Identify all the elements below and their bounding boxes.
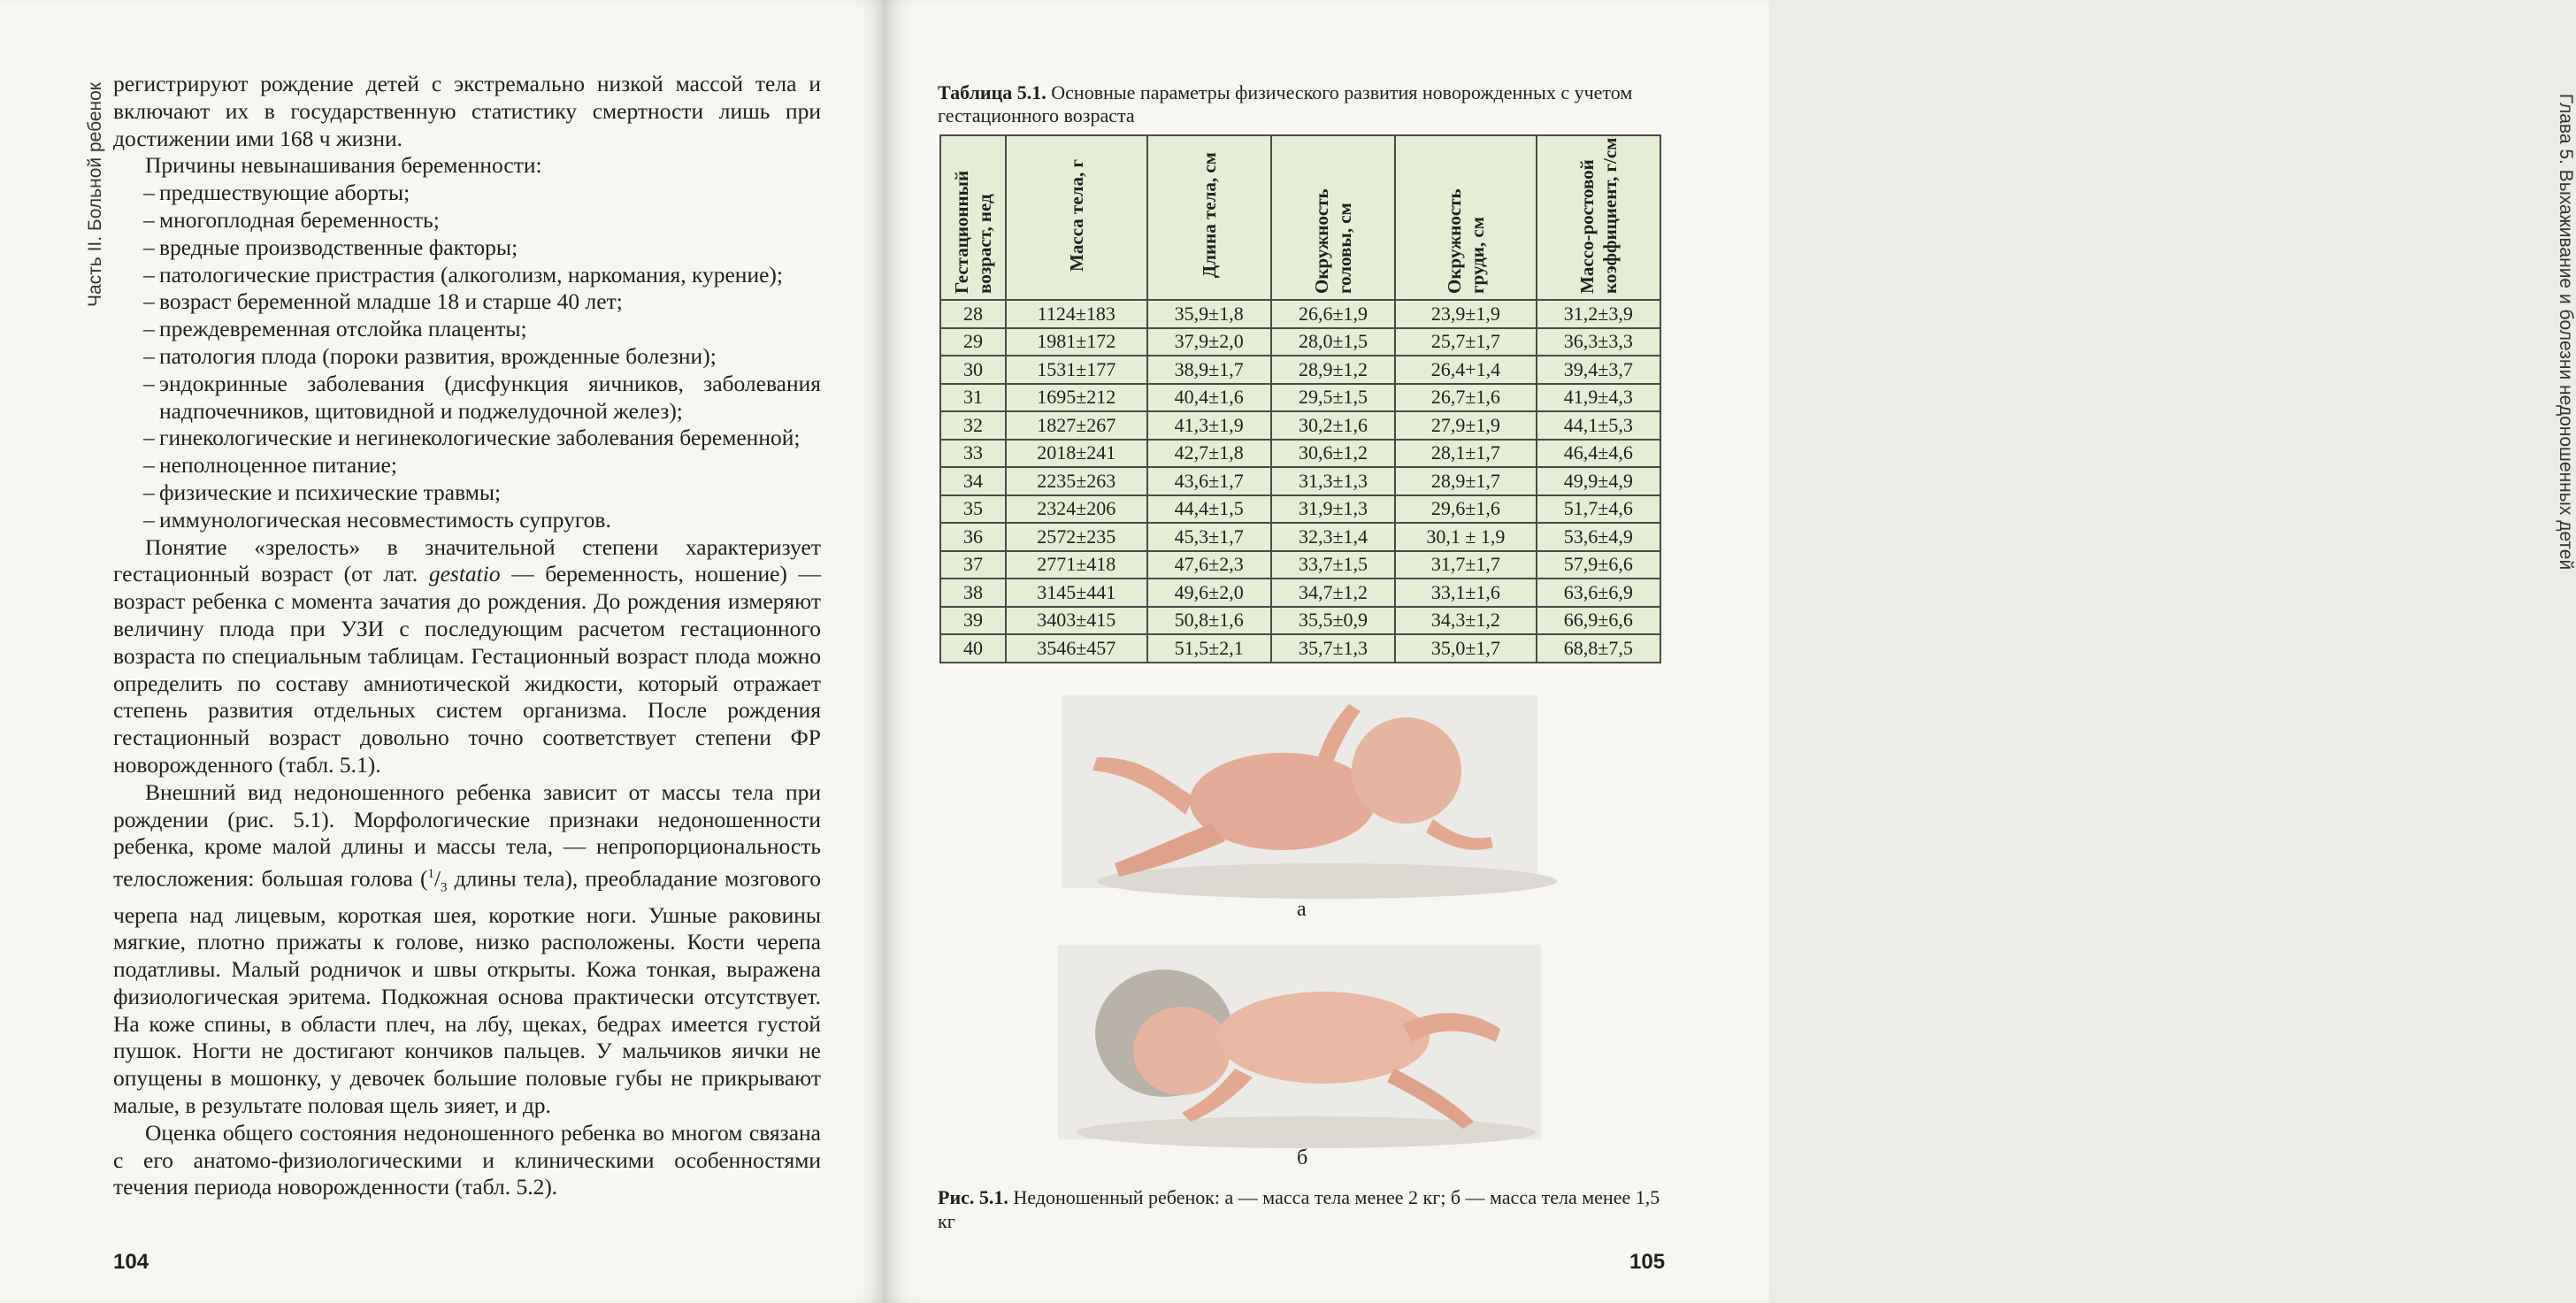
table-row <box>940 300 1660 328</box>
table-cell: 26,6±1,9 <box>1271 300 1395 328</box>
table-cell: 44,4±1,5 <box>1147 495 1271 524</box>
table-cell: 35,5±0,9 <box>1271 607 1395 635</box>
table-row <box>940 579 1660 607</box>
list-item: – вредные производственные факторы; <box>143 234 518 260</box>
paragraph-intro: регистрируют рождение детей с экстремально низкой массой тела и включают их в государственную статистику смертности лишь при достижении ими 168 ч жизни. <box>113 71 821 151</box>
table-cell: 31,7±1,7 <box>1395 551 1537 579</box>
table-cell: 31 <box>940 384 1006 412</box>
table-cell: 25,7±1,7 <box>1395 328 1537 356</box>
table-cell: 43,6±1,7 <box>1147 467 1271 495</box>
right-running-head: Глава 5. Выхаживание и болезни недоношенных детей <box>2556 93 2576 571</box>
table-cell: 39 <box>940 607 1006 635</box>
table-cell: 1695±212 <box>1006 384 1147 412</box>
table-cell: 57,9±6,6 <box>1537 551 1660 579</box>
table-cell: 2324±206 <box>1006 495 1147 524</box>
table-cell: 29,6±1,6 <box>1395 495 1537 524</box>
table-cell: 1124±183 <box>1006 300 1147 328</box>
photo-label-b: б <box>1297 1146 1308 1169</box>
table-header-cell: Окружность груди, см <box>1395 135 1537 300</box>
table-row <box>940 328 1660 356</box>
list-item: – физические и психические травмы; <box>143 479 502 505</box>
list-item: – предшествующие аборты; <box>143 180 410 206</box>
table-cell: 49,6±2,0 <box>1147 579 1271 607</box>
table-cell: 28,9±1,2 <box>1271 356 1395 384</box>
table-cell: 34,7±1,2 <box>1271 579 1395 607</box>
table-cell: 51,7±4,6 <box>1537 495 1660 524</box>
photo-label-a: а <box>1297 898 1307 921</box>
table-cell: 44,1±5,3 <box>1537 411 1660 440</box>
table-cell: 35,0±1,7 <box>1395 634 1537 663</box>
table-cell: 30 <box>940 356 1006 384</box>
list-item: – гинекологические и негинекологические заболевания беременной; <box>143 425 801 451</box>
table-cell: 33 <box>940 440 1006 468</box>
table-cell: 28,0±1,5 <box>1271 328 1395 356</box>
left-running-head: Часть II. Больной ребенок <box>85 82 105 307</box>
table-cell: 31,9±1,3 <box>1271 495 1395 524</box>
table-cell: 34,3±1,2 <box>1395 607 1537 635</box>
table-cell: 63,6±6,9 <box>1537 579 1660 607</box>
table-cell: 33,1±1,6 <box>1395 579 1537 607</box>
table-cell: 29 <box>940 328 1006 356</box>
photo-infant-a <box>1062 695 1537 888</box>
table-cell: 37,9±2,0 <box>1147 328 1271 356</box>
table-cell: 2018±241 <box>1006 440 1147 468</box>
table-row <box>940 467 1660 495</box>
table-cell: 28,1±1,7 <box>1395 440 1537 468</box>
table-header-cell: Длина тела, см <box>1147 135 1271 300</box>
table-cell: 29,5±1,5 <box>1271 384 1395 412</box>
table-cell: 41,9±4,3 <box>1537 384 1660 412</box>
table-row <box>940 356 1660 384</box>
infant-b-illustration <box>1058 945 1541 1139</box>
table-row <box>940 551 1660 579</box>
list-item: – эндокринные заболевания (дисфункция яичников, заболевания надпочечников, щитовидной и поджелудочной желез); <box>143 370 821 424</box>
table-cell: 31,3±1,3 <box>1271 467 1395 495</box>
table-cell: 66,9±6,6 <box>1537 607 1660 635</box>
table-header-cell: Гестационный возраст, нед <box>940 135 1006 300</box>
table-header-cell: Масса тела, г <box>1006 135 1147 300</box>
table-cell: 46,4±4,6 <box>1537 440 1660 468</box>
table-cell: 27,9±1,9 <box>1395 411 1537 440</box>
table-cell: 41,3±1,9 <box>1147 411 1271 440</box>
table-cell: 49,9±4,9 <box>1537 467 1660 495</box>
table-cell: 3546±457 <box>1006 634 1147 663</box>
table-cell: 23,9±1,9 <box>1395 300 1537 328</box>
table-cell: 38,9±1,7 <box>1147 356 1271 384</box>
table-row <box>940 384 1660 412</box>
page-number-left: 104 <box>113 1250 150 1274</box>
table-cell: 50,8±1,6 <box>1147 607 1271 635</box>
table-cell: 2771±418 <box>1006 551 1147 579</box>
table-caption: Таблица 5.1. Основные параметры физического развития новорожденных с учетом гестационного возраста <box>938 81 1633 126</box>
table-cell: 36,3±3,3 <box>1537 328 1660 356</box>
table-cell: 35,7±1,3 <box>1271 634 1395 663</box>
infant-a-illustration <box>1062 695 1537 888</box>
table-cell: 31,2±3,9 <box>1537 300 1660 328</box>
table-cell: 47,6±2,3 <box>1147 551 1271 579</box>
table-cell: 38 <box>940 579 1006 607</box>
table-cell: 1827±267 <box>1006 411 1147 440</box>
table-cell: 2572±235 <box>1006 523 1147 551</box>
table-cell: 36 <box>940 523 1006 551</box>
table-cell: 51,5±2,1 <box>1147 634 1271 663</box>
list-item: – преждевременная отслойка плаценты; <box>143 316 527 342</box>
left-text-column <box>113 71 821 1201</box>
development-table <box>939 134 1661 663</box>
table-row <box>940 440 1660 468</box>
paragraph-maturity: Понятие «зрелость» в значительной степени характеризует гестационный возраст (от лат. gestatio — беременность, ношение) — возраст ребенка с момента зачатия до рождения. До рождения измеряют величину плода при УЗИ с последующим расчетом гестационного возраста по специальным таблицам. Гестационный возраст плода можно определить по составу амниотической жидкости, который отражает степень развития отдельных систем организма. После рождения гестационный возраст довольно точно соответствует степени ФР новорожденного (табл. 5.1). <box>113 533 821 778</box>
list-item: – неполноценное питание; <box>143 452 397 479</box>
table-cell: 30,6±1,2 <box>1271 440 1395 468</box>
table-cell: 40,4±1,6 <box>1147 384 1271 412</box>
table-row <box>940 411 1660 440</box>
table-header-cell: Окружность головы, см <box>1271 135 1395 300</box>
page-number-right: 105 <box>1629 1250 1666 1274</box>
table-cell: 37 <box>940 551 1006 579</box>
table-cell: 30,2±1,6 <box>1271 411 1395 440</box>
list-item: – возраст беременной младше 18 и старше 40 лет; <box>143 288 623 315</box>
list-item: – иммунологическая несовместимость супругов. <box>143 506 611 533</box>
list-item: – патология плода (пороки развития, врожденные болезни); <box>143 342 717 369</box>
table-cell: 42,7±1,8 <box>1147 440 1271 468</box>
table-row <box>940 607 1660 635</box>
table-cell: 33,7±1,5 <box>1271 551 1395 579</box>
table-row <box>940 523 1660 551</box>
table-cell: 1981±172 <box>1006 328 1147 356</box>
causes-heading: Причины невынашивания беременности: <box>145 152 542 179</box>
table-row <box>940 495 1660 524</box>
list-item: – патологические пристрастия (алкоголизм, наркомания, курение); <box>143 261 783 287</box>
table-cell: 30,1 ± 1,9 <box>1395 523 1537 551</box>
table-header-row <box>940 135 1660 300</box>
table-cell: 26,7±1,6 <box>1395 384 1537 412</box>
table-cell: 3145±441 <box>1006 579 1147 607</box>
list-item: – многоплодная беременность; <box>143 206 440 233</box>
table-cell: 32 <box>940 411 1006 440</box>
table-cell: 68,8±7,5 <box>1537 634 1660 663</box>
paragraph-assessment: Оценка общего состояния недоношенного ребенка во многом связана с его анатомо-физиологическими и клиническими особенностями течения периода новорожденности (табл. 5.2). <box>113 1119 821 1200</box>
table-cell: 2235±263 <box>1006 467 1147 495</box>
paragraph-appearance: Внешний вид недоношенного ребенка зависит от массы тела при рождении (рис. 5.1). Морфологические признаки недоношенности ребенка, кроме малой длины и массы тела, — непропорциональность телосложения: большая голова ($^1/_3$ длины тела), преобладание мозгового черепа над лицевым, короткая шея, короткие ноги. Ушные раковины мягкие, плотно прижаты к голове, низко расположены. Кости черепа податливы. Малый родничок и швы открыты. Кожа тонкая, выражена физиологическая эритема. Подкожная основа практически отсутствует. На коже спины, в области плеч, на лбу, щеках, бедрах имеется густой пушок. Ногти не достигают кончиков пальцев. У мальчиков яички не опущены в мошонку, у девочек большие половые губы не прикрывают малые, в результате половая щель зияет, и др. <box>113 778 821 1119</box>
table-cell: 35 <box>940 495 1006 524</box>
causes-list <box>113 180 821 533</box>
left-page <box>0 0 885 1303</box>
table-cell: 34 <box>940 467 1006 495</box>
table-cell: 45,3±1,7 <box>1147 523 1271 551</box>
table-cell: 39,4±3,7 <box>1537 356 1660 384</box>
table-cell: 28 <box>940 300 1006 328</box>
table-cell: 40 <box>940 634 1006 663</box>
table-cell: 32,3±1,4 <box>1271 523 1395 551</box>
table-cell: 28,9±1,7 <box>1395 467 1537 495</box>
table-cell: 3403±415 <box>1006 607 1147 635</box>
table-cell: 1531±177 <box>1006 356 1147 384</box>
table-cell: 53,6±4,9 <box>1537 523 1660 551</box>
table-header-cell: Массо-ростовой коэффициент, г/см <box>1537 135 1660 300</box>
photo-infant-b <box>1058 945 1541 1139</box>
table-row <box>940 634 1660 663</box>
figure-caption: Рис. 5.1. Недоношенный ребенок: а — масса тела менее 2 кг; б — масса тела менее 1,5 кг <box>938 1186 1660 1232</box>
table-cell: 26,4+1,4 <box>1395 356 1537 384</box>
table-cell: 35,9±1,8 <box>1147 300 1271 328</box>
